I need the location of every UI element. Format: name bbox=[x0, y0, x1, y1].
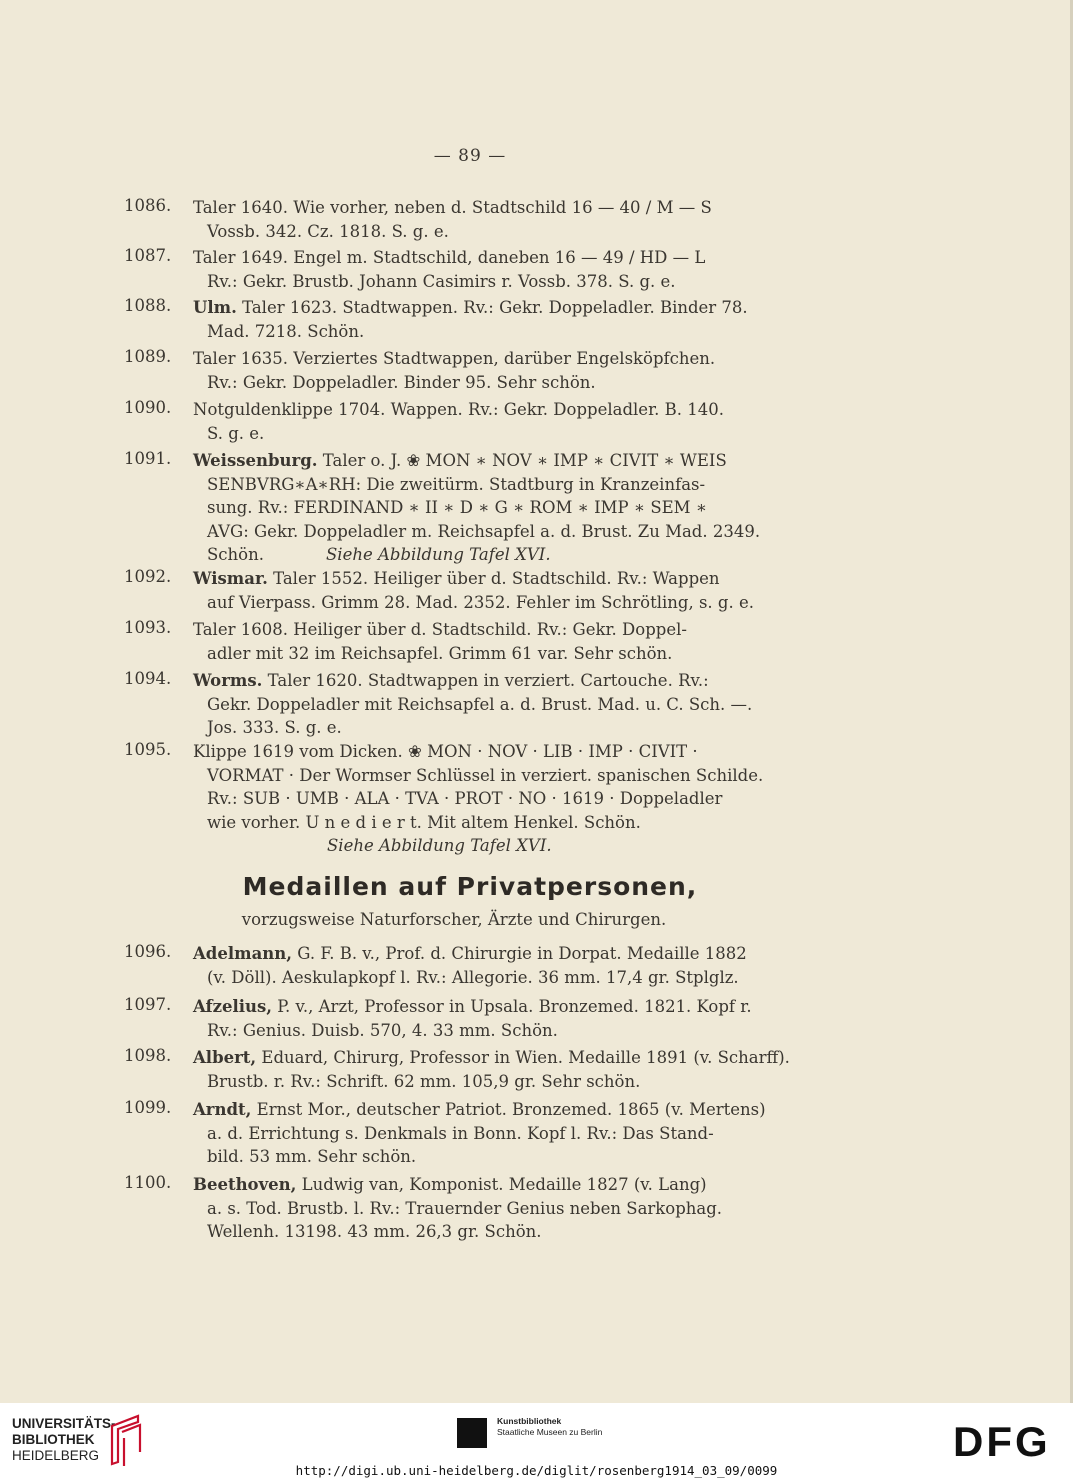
entry-line bbox=[193, 995, 752, 1019]
entry-text: Mad. 7218. Schön. bbox=[207, 321, 365, 341]
entry-line bbox=[207, 1197, 722, 1221]
entry-line bbox=[207, 496, 707, 520]
entry-text: Taler 1608. Heiliger über d. Stadtschild. Rv.: Gekr. Doppel- bbox=[193, 620, 687, 639]
dfg-logo[interactable]: DFG bbox=[953, 1418, 1051, 1465]
entry-text: VORMAT · Der Wormser Schlüssel in verziert. spanischen Schilde. bbox=[207, 765, 764, 785]
entry-text: G. F. B. v., Prof. d. Chirurgie in Dorpat. Medaille 1882 bbox=[292, 944, 747, 963]
entry-text: Rv.: Genius. Duisb. 570, 4. 33 mm. Schön. bbox=[207, 1020, 558, 1040]
entry-number: 1093. bbox=[124, 618, 172, 637]
entry-line bbox=[207, 787, 722, 811]
entry-text: adler mit 32 im Reichsapfel. Grimm 61 var. Sehr schön. bbox=[207, 643, 673, 663]
entry-name: Wismar. bbox=[193, 569, 268, 588]
entry-line bbox=[207, 220, 449, 244]
entry-line bbox=[207, 764, 763, 788]
entry-text: Brustb. r. Rv.: Schrift. 62 mm. 105,9 gr. Sehr schön. bbox=[207, 1071, 641, 1091]
entry-text: Vossb. 342. Cz. 1818. S. g. e. bbox=[207, 221, 449, 241]
entry-text: S. g. e. bbox=[207, 423, 265, 443]
entry-line bbox=[207, 473, 705, 497]
entry-text: sung. Rv.: FERDINAND ∗ II ∗ D ∗ G ∗ ROM ∗ IMP ∗ SEM ∗ bbox=[207, 498, 708, 517]
entry-name: Worms. bbox=[193, 671, 263, 690]
source-url[interactable]: http://digi.ub.uni-heidelberg.de/diglit/rosenberg1914_03_09/0099 bbox=[295, 1463, 778, 1478]
entry-line bbox=[193, 669, 709, 693]
entry-text: Taler 1635. Verziertes Stadtwappen, darüber Engelsköpfchen. bbox=[193, 349, 716, 368]
library-line: HEIDELBERG bbox=[12, 1448, 100, 1463]
kb-line: Kunstbibliothek bbox=[497, 1416, 562, 1426]
entry-number: 1099. bbox=[124, 1098, 172, 1117]
entry-line bbox=[207, 1070, 640, 1094]
entry-text: Rv.: Gekr. Doppeladler. Binder 95. Sehr schön. bbox=[207, 372, 596, 392]
entry-line bbox=[193, 740, 698, 764]
entry-number: 1086. bbox=[124, 196, 172, 215]
entry-number: 1094. bbox=[124, 669, 172, 688]
entry-text: Wellenh. 13198. 43 mm. 26,3 gr. Schön. bbox=[207, 1222, 542, 1241]
entry-text: Taler o. J. ❀ MON ∗ NOV ∗ IMP ∗ CIVIT ∗ WEIS bbox=[317, 451, 727, 470]
entry-number: 1097. bbox=[124, 995, 172, 1014]
entry-line bbox=[207, 371, 596, 395]
kunstbibliothek-text[interactable] bbox=[497, 1416, 602, 1438]
entry-line bbox=[193, 1173, 707, 1197]
entry-number: 1091. bbox=[124, 449, 172, 468]
entry-line bbox=[193, 1046, 790, 1070]
entry-number: 1100. bbox=[124, 1173, 172, 1192]
entry-text: wie vorher. U n e d i e r t. Mit altem Henkel. Schön. bbox=[207, 812, 641, 832]
plate-reference: Siehe Abbildung Tafel XVI. bbox=[327, 836, 552, 855]
entry-line bbox=[207, 520, 760, 544]
kunstbibliothek-logo-icon[interactable] bbox=[457, 1418, 487, 1448]
entry-text: Gekr. Doppeladler mit Reichsapfel a. d. Brust. Mad. u. C. Sch. —. bbox=[207, 694, 753, 714]
entry-line bbox=[193, 398, 724, 422]
entry-text: Ludwig van, Komponist. Medaille 1827 (v. Lang) bbox=[296, 1175, 707, 1194]
entry-text: Jos. 333. S. g. e. bbox=[207, 718, 342, 737]
entry-text: auf Vierpass. Grimm 28. Mad. 2352. Fehler im Schrötling, s. g. e. bbox=[207, 592, 754, 612]
entry-line bbox=[207, 811, 641, 835]
entry-name: Albert, bbox=[193, 1048, 257, 1067]
entry-line bbox=[193, 296, 748, 320]
entry-name: Arndt, bbox=[193, 1100, 252, 1119]
entry-line bbox=[193, 942, 747, 966]
entry-line bbox=[327, 834, 552, 858]
entry-line bbox=[207, 270, 676, 294]
entry-line bbox=[207, 642, 672, 666]
entry-number: 1095. bbox=[124, 740, 172, 759]
heidelberg-logo-icon[interactable] bbox=[108, 1412, 144, 1468]
entry-text: Taler 1649. Engel m. Stadtschild, daneben 16 — 49 / HD — L bbox=[193, 248, 706, 267]
entry-number: 1098. bbox=[124, 1046, 172, 1065]
entry-line bbox=[193, 246, 705, 270]
entry-name: Ulm. bbox=[193, 298, 237, 317]
entry-line bbox=[193, 196, 712, 220]
entry-text: Schön. bbox=[207, 545, 264, 564]
entry-name: Afzelius, bbox=[193, 997, 273, 1016]
entry-number: 1087. bbox=[124, 246, 172, 265]
entry-number: 1092. bbox=[124, 567, 172, 586]
entry-line bbox=[193, 449, 727, 473]
entry-line bbox=[193, 618, 687, 642]
entry-text: P. v., Arzt, Professor in Upsala. Bronzemed. 1821. Kopf r. bbox=[272, 997, 752, 1016]
entry-text: Rv.: Gekr. Brustb. Johann Casimirs r. Vossb. 378. S. g. e. bbox=[207, 271, 676, 291]
entry-text: Rv.: SUB · UMB · ALA · TVA · PROT · NO · 1619 · Doppeladler bbox=[207, 789, 723, 808]
entry-number: 1090. bbox=[124, 398, 172, 417]
entry-line bbox=[207, 543, 551, 567]
entry-text: a. d. Errichtung s. Denkmals in Bonn. Kopf l. Rv.: Das Stand- bbox=[207, 1123, 714, 1143]
entry-name: Beethoven, bbox=[193, 1175, 297, 1194]
library-line: BIBLIOTHEK bbox=[12, 1432, 95, 1447]
entry-number: 1096. bbox=[124, 942, 172, 961]
entry-text: Taler 1623. Stadtwappen. Rv.: Gekr. Doppeladler. Binder 78. bbox=[236, 298, 748, 317]
entry-text: AVG: Gekr. Doppeladler m. Reichsapfel a. d. Brust. Zu Mad. 2349. bbox=[207, 521, 761, 541]
entry-line bbox=[207, 320, 364, 344]
entry-text: Ernst Mor., deutscher Patriot. Bronzemed. 1865 (v. Mertens) bbox=[251, 1100, 766, 1119]
library-line: UNIVERSITÄTS- bbox=[12, 1416, 116, 1431]
entry-line bbox=[207, 1122, 714, 1146]
entry-line bbox=[207, 1145, 416, 1169]
entry-line bbox=[207, 966, 739, 990]
entry-text: a. s. Tod. Brustb. l. Rv.: Trauernder Genius neben Sarkophag. bbox=[207, 1198, 723, 1218]
entry-line bbox=[193, 1098, 766, 1122]
section-subheading: vorzugsweise Naturforscher, Ärzte und Chirurgen. bbox=[241, 910, 667, 929]
page-number: — 89 — bbox=[433, 146, 507, 166]
entry-text: Klippe 1619 vom Dicken. ❀ MON · NOV · LIB · IMP · CIVIT · bbox=[193, 742, 698, 761]
entry-text: Eduard, Chirurg, Professor in Wien. Medaille 1891 (v. Scharff). bbox=[256, 1048, 790, 1067]
entry-line bbox=[207, 591, 754, 615]
entry-line bbox=[207, 422, 264, 446]
heidelberg-library-logo-text[interactable] bbox=[12, 1416, 116, 1464]
entry-name: Adelmann, bbox=[193, 944, 292, 963]
entry-number: 1088. bbox=[124, 296, 172, 315]
entry-text: bild. 53 mm. Sehr schön. bbox=[207, 1147, 417, 1166]
entry-text: Taler 1552. Heiliger über d. Stadtschild. Rv.: Wappen bbox=[267, 569, 720, 588]
entry-line bbox=[207, 1220, 542, 1244]
section-heading: Medaillen auf Privatpersonen, bbox=[242, 872, 698, 901]
entry-number: 1089. bbox=[124, 347, 172, 366]
entry-name: Weissenburg. bbox=[193, 451, 318, 470]
entry-line bbox=[207, 1019, 558, 1043]
entry-text: (v. Döll). Aeskulapkopf l. Rv.: Allegorie. 36 mm. 17,4 gr. Stplglz. bbox=[207, 967, 739, 987]
entry-line bbox=[207, 716, 342, 740]
entry-line bbox=[193, 567, 720, 591]
entry-text: Taler 1640. Wie vorher, neben d. Stadtschild 16 — 40 / M — S bbox=[193, 198, 712, 217]
entry-text: Notguldenklippe 1704. Wappen. Rv.: Gekr. Doppeladler. B. 140. bbox=[193, 400, 724, 419]
entry-text: SENBVRG∗A∗RH: Die zweitürm. Stadtburg in Kranzeinfas- bbox=[207, 474, 706, 494]
kb-line: Staatliche Museen zu Berlin bbox=[497, 1427, 603, 1437]
plate-reference: Siehe Abbildung Tafel XVI. bbox=[325, 545, 551, 564]
entry-text: Taler 1620. Stadtwappen in verziert. Cartouche. Rv.: bbox=[262, 671, 709, 690]
entry-line bbox=[193, 347, 715, 371]
entry-line bbox=[207, 693, 752, 717]
